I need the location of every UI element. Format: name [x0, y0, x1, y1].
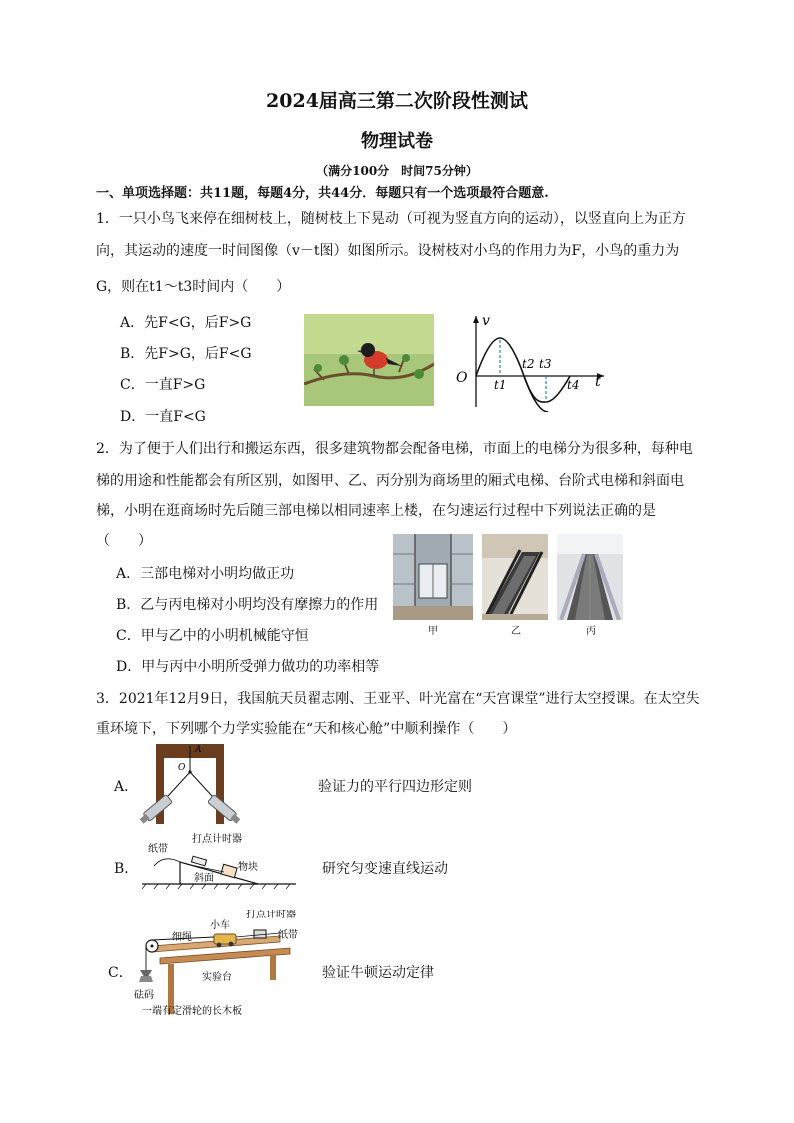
elevator-yi-photo: [482, 534, 548, 620]
q1-option-d: D．一直F<G: [120, 409, 206, 425]
q3-option-a-letter: A．: [114, 779, 139, 795]
q3-line2: 重环境下，下列哪个力学实验能在“天和核心舱”中顺利操作（ ）: [96, 721, 517, 737]
t1-label: t1: [494, 378, 507, 392]
label-board: 一端有定滑轮的长木板: [142, 1006, 242, 1017]
elevator-bing-photo: [557, 534, 623, 620]
q2-line4: （ ）: [96, 533, 152, 549]
subject-title: 物理试卷: [361, 131, 433, 152]
q1-line2: 向，其运动的速度一时间图像（v－t图）如图所示。设树枝对小鸟的作用力为F，小鸟的重力为: [96, 243, 680, 259]
bird-photo: [304, 314, 434, 406]
label-timer-c: 打点计时器: [246, 910, 296, 920]
label-cart: 小车: [210, 920, 230, 931]
exam-info: （满分100分 时间75分钟）: [316, 164, 478, 178]
q1-option-a: A．先F<G，后F>G: [120, 315, 252, 331]
elevator-jia-photo: [393, 534, 473, 620]
point-o-label: O: [178, 763, 186, 773]
q3-option-b-letter: B．: [114, 861, 139, 877]
q1-option-b: B．先F>G，后F<G: [120, 346, 252, 362]
caption-jia: 甲: [428, 626, 438, 637]
q2-line3: 梯，小明在逛商场时先后随三部电梯以相同速率上楼，在匀速运行过程中下列说法正确的是: [96, 503, 656, 519]
t2-label: t2: [522, 357, 535, 371]
section-heading: 一、单项选择题：共11题，每题4分，共44分．每题只有一个选项最符合题意.: [96, 186, 549, 201]
vt-graph: [452, 312, 612, 412]
exam-title: 2024届高三第二次阶段性测试: [266, 90, 528, 112]
q2-option-a: A．三部电梯对小明均做正功: [116, 566, 295, 582]
q2-option-c: C．甲与乙中的小明机械能守恒: [116, 628, 309, 644]
t4-label: t4: [567, 378, 580, 392]
q1-option-c: C．一直F>G: [120, 377, 206, 393]
q3-option-c-letter: C．: [108, 965, 133, 981]
q2-option-b: B．乙与丙电梯对小明均没有摩擦力的作用: [116, 597, 379, 613]
q3-option-c-text: 验证牛顿运动定律: [322, 965, 434, 981]
q1-line1: 1．一只小鸟飞来停在细树枝上，随树枝上下晃动（可视为竖直方向的运动），以竖直向上为正方: [96, 211, 686, 227]
figure-force-parallelogram: [138, 742, 242, 826]
axis-t-label: t: [595, 374, 601, 390]
label-table: 实验台: [202, 972, 232, 983]
label-weight: 砝码: [134, 990, 154, 1001]
caption-yi: 乙: [511, 626, 521, 637]
point-a-label: A: [195, 745, 202, 755]
label-slope: 斜面: [194, 873, 214, 884]
label-rope: 细绳: [172, 932, 192, 943]
origin-label: O: [456, 370, 468, 386]
q1-line3: G，则在t1～t3时间内（ ）: [96, 279, 291, 295]
t3-label: t3: [539, 357, 552, 371]
label-tape-b: 纸带: [148, 844, 168, 855]
caption-bing: 丙: [586, 626, 596, 637]
q3-option-a-text: 验证力的平行四边形定则: [318, 779, 472, 795]
q3-option-b-text: 研究匀变速直线运动: [322, 861, 448, 877]
label-timer-b: 打点计时器: [192, 834, 242, 845]
label-tape-c: 纸带: [278, 930, 298, 941]
q2-line2: 梯的用途和性能都会有所区别，如图甲、乙、丙分别为商场里的厢式电梯、台阶式电梯和斜面电: [96, 473, 684, 489]
q3-line1: 3．2021年12月9日，我国航天员翟志刚、王亚平、叶光富在“天宫课堂”进行太空授课。在太空失: [96, 691, 700, 707]
figure-incline-experiment: [140, 832, 300, 890]
figure-newton-experiment: [130, 910, 306, 1030]
q2-option-d: D．甲与丙中小明所受弹力做功的功率相等: [116, 659, 380, 675]
q2-line1: 2．为了便于人们出行和搬运东西，很多建筑物都会配备电梯，市面上的电梯分为很多种，每种电: [96, 441, 693, 457]
axis-v-label: v: [482, 313, 490, 329]
label-block: 物块: [238, 862, 258, 873]
